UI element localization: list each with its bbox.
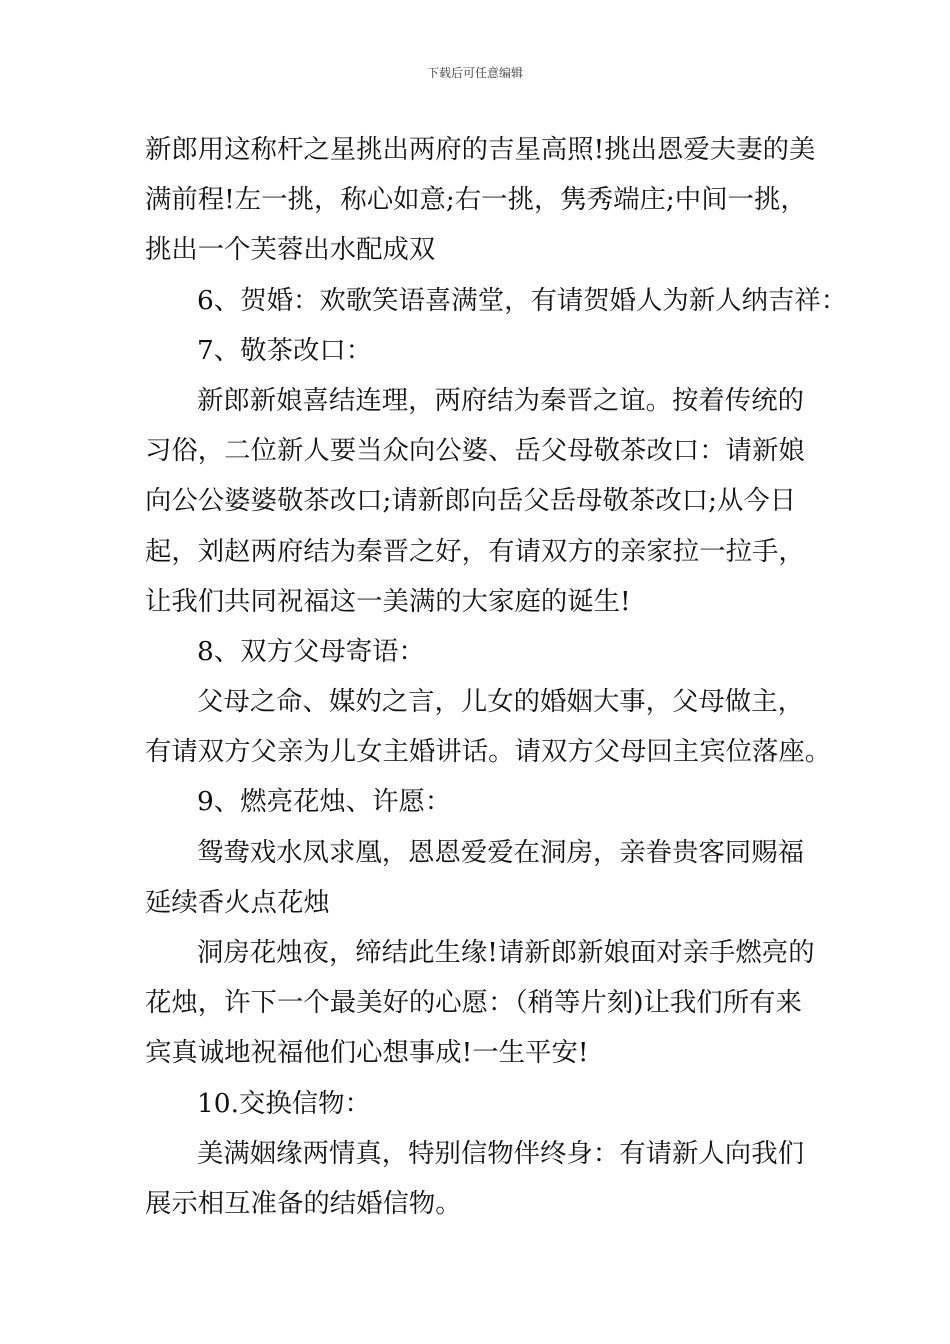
text-line: 6、贺婚：欢歌笑语喜满堂，有请贺婚人为新人纳吉祥：: [197, 284, 848, 316]
paragraph: [145, 1079, 825, 1129]
paragraph: [145, 326, 825, 376]
text-line: 8、双方父母寄语：: [197, 635, 425, 667]
paragraph: [145, 276, 848, 326]
text-line: 起，刘赵两府结为秦晋之好，有请双方的亲家拉一拉手，: [145, 535, 805, 567]
text-line: 习俗，二位新人要当众向公婆、岳父母敬茶改口：请新娘: [145, 435, 805, 467]
text-line: 满前程!左一挑，称心如意;右一挑，隽秀端庄;中间一挑，: [145, 184, 807, 216]
paragraph: [145, 928, 825, 1079]
paragraph: [145, 777, 825, 827]
paragraph: [145, 125, 825, 276]
page-header: 下载后可任意编辑: [426, 66, 523, 80]
text-line: 向公公婆婆敬茶改口;请新郎向岳父岳母敬茶改口;从今日: [145, 485, 797, 517]
text-line: 展示相互准备的结婚信物。: [145, 1187, 462, 1219]
text-line: 美满姻缘两情真，特别信物伴终身：有请新人向我们: [197, 1137, 804, 1169]
text-line: 花烛，许下一个最美好的心愿：（稍等片刻)让我们所有来: [145, 987, 802, 1019]
text-line: 9、燃亮花烛、许愿：: [197, 786, 452, 818]
text-line: 让我们共同祝福这一美满的大家庭的诞生!: [145, 585, 631, 617]
text-line: 宾真诚地祝福他们心想事成!一生平安!: [145, 1037, 589, 1069]
text-line: 新郎用这称杆之星挑出两府的吉星高照!挑出恩爱夫妻的美: [145, 134, 816, 165]
paragraph: [145, 376, 825, 627]
text-line: 延续香火点花烛: [145, 886, 330, 918]
text-line: 7、敬茶改口：: [197, 334, 373, 366]
paragraph: [145, 627, 825, 677]
text-line: 父母之命、媒妁之言，儿女的婚姻大事，父母做主，: [197, 686, 804, 718]
document-body: [145, 125, 848, 1229]
paragraph: [145, 828, 825, 928]
text-line: 有请双方父亲为儿女主婚讲话。请双方父母回主宾位落座。: [145, 736, 832, 768]
text-line: 新郎新娘喜结连理，两府结为秦晋之谊。按着传统的: [197, 384, 804, 416]
text-line: 鸳鸯戏水凤求凰，恩恩爱爱在洞房，亲眷贵客同赐福: [197, 836, 804, 868]
paragraph: [145, 1129, 825, 1229]
text-line: 挑出一个芙蓉出水配成双: [145, 234, 436, 266]
text-line: 洞房花烛夜，缔结此生缘!请新郎新娘面对亲手燃亮的: [197, 937, 815, 968]
paragraph: [145, 677, 832, 777]
text-line: 10.交换信物：: [197, 1087, 371, 1119]
